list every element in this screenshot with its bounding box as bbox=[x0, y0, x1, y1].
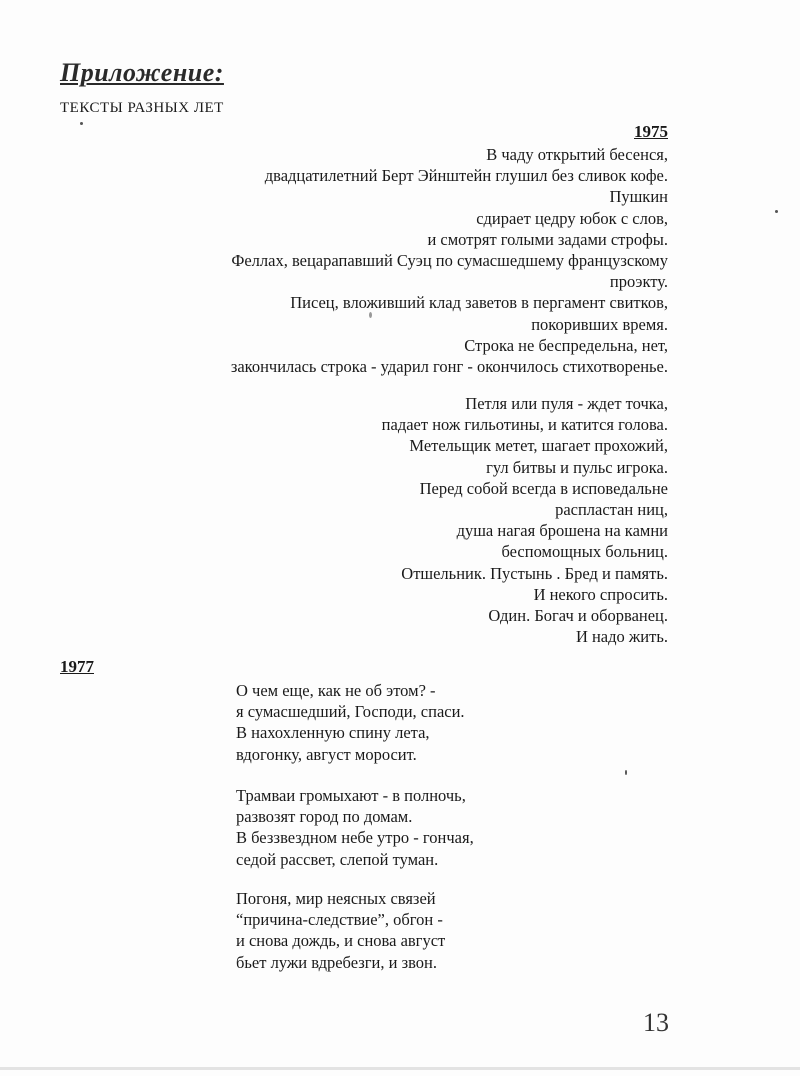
scan-speck bbox=[80, 122, 83, 125]
scan-speck bbox=[369, 312, 372, 318]
year-1977-heading: 1977 bbox=[60, 657, 94, 676]
poem-line: Трамваи громыхают - в полночь, bbox=[236, 786, 466, 805]
poem-line: В нахохленную спину лета, bbox=[236, 723, 430, 743]
poem-line: Погоня, мир неясных связей bbox=[236, 889, 436, 908]
poem-line: Строка не беспредельна, нет, bbox=[464, 335, 668, 355]
year-1975-heading: 1975 bbox=[634, 122, 668, 141]
poem-line: Феллах, вецарапавший Суэц по сумасшедшему французскому bbox=[231, 251, 668, 271]
appendix-heading: Приложение: bbox=[60, 58, 224, 87]
poem-line: Петля или пуля - ждет точка, bbox=[465, 394, 668, 413]
poem-1977-stanza-3 bbox=[236, 888, 445, 973]
poem-line: вдогонку, август моросит. bbox=[236, 744, 417, 764]
scan-speck bbox=[775, 210, 778, 213]
poem-line: распластан ниц, bbox=[555, 500, 668, 520]
poem-line: падает нож гильотины, и катится голова. bbox=[381, 415, 668, 435]
poem-line: сдирает цедру юбок с слов, bbox=[476, 208, 668, 228]
poem-1977-stanza-2 bbox=[236, 785, 474, 870]
poem-line: И надо жить. bbox=[575, 627, 668, 647]
poem-1977-stanza-1 bbox=[236, 680, 465, 765]
poem-line: и смотрят голыми задами строфы. bbox=[427, 229, 668, 249]
poem-line: Писец, вложивший клад заветов в пергамент свитков, bbox=[290, 293, 668, 313]
poem-line: гул битвы и пульс игрока. bbox=[486, 457, 668, 477]
poem-line: развозят город по домам. bbox=[236, 807, 413, 827]
poem-line: “причина-следствие”, обгон - bbox=[236, 910, 443, 930]
poem-line: Один. Богач и оборванец. bbox=[488, 606, 668, 626]
poem-line: В беззвездном небе утро - гончая, bbox=[236, 828, 474, 848]
poem-line: Метельщик метет, шагает прохожий, bbox=[409, 436, 668, 456]
poem-line: В чаду открытий бесенся, bbox=[486, 145, 668, 164]
poem-line: седой рассвет, слепой туман. bbox=[236, 849, 439, 869]
poem-line: Пушкин bbox=[609, 187, 668, 207]
poem-line: беспомощных больниц. bbox=[501, 542, 668, 562]
poem-line: и снова дождь, и снова август bbox=[236, 931, 446, 951]
appendix-subtitle: ТЕКСТЫ РАЗНЫХ ЛЕТ bbox=[60, 100, 224, 116]
poem-line: Отшельник. Пустынь . Бред и память. bbox=[401, 563, 668, 583]
page-number: 13 bbox=[643, 1008, 669, 1037]
poem-1975-stanza-1 bbox=[28, 144, 668, 377]
scan-edge bbox=[0, 1067, 800, 1070]
poem-line: Перед собой всегда в исповедальне bbox=[419, 478, 668, 498]
poem-line: душа нагая брошена на камни bbox=[456, 521, 668, 541]
scan-speck bbox=[625, 770, 627, 775]
poem-line: покоривших время. bbox=[531, 314, 668, 334]
poem-line: закончилась строка - ударил гонг - окончилось стихотворенье. bbox=[230, 357, 668, 377]
poem-line: проэкту. bbox=[609, 272, 668, 292]
poem-line: И некого спросить. bbox=[533, 584, 668, 604]
poem-line: я сумасшедший, Господи, спаси. bbox=[236, 702, 465, 722]
poem-line: О чем еще, как не об этом? - bbox=[236, 681, 436, 700]
poem-line: двадцатилетний Берт Эйнштейн глушил без сливок кофе. bbox=[264, 166, 668, 186]
poem-line: бьет лужи вдребезги, и звон. bbox=[236, 952, 437, 972]
poem-1975-stanza-2 bbox=[168, 393, 668, 647]
